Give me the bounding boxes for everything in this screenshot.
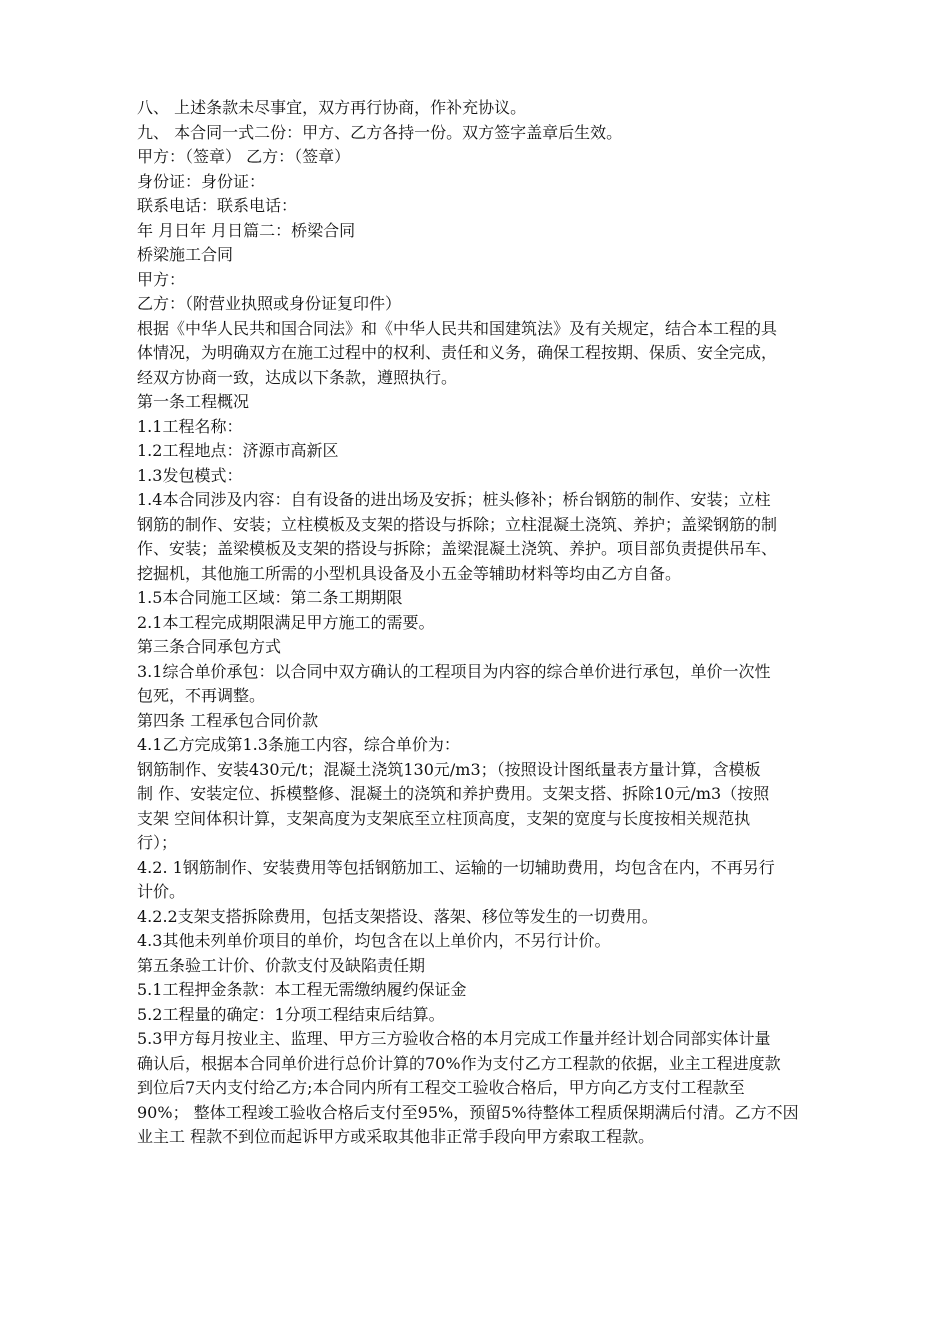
text-line: 4.1乙方完成第1.3条施工内容，综合单价为： [137, 735, 460, 754]
text-line: 年 月日年 月日篇二：桥梁合同 [137, 220, 356, 240]
text-line: 计价。 [137, 882, 186, 901]
text-line: 1.1工程名称： [137, 416, 243, 436]
text-line: 作、安装；盖梁模板及支架的搭设与拆除；盖梁混凝土浇筑、养护。项目部负责提供吊车、 [137, 539, 778, 558]
text-line: 4.2. 1钢筋制作、安装费用等包括钢筋加工、运输的一切辅助费用，均包含在内，不再另行 [137, 857, 775, 877]
text-line: 确认后，根据本合同单价进行总价计算的70%作为支付乙方工程款的依据，业主工程进度款 [137, 1053, 781, 1073]
text-line: 到位后7天内支付给乙方;本合同内所有工程交工验收合格后，甲方向乙方支付工程款至 [137, 1078, 745, 1097]
text-line: 业主工 程款不到位而起诉甲方或采取其他非正常手段向甲方索取工程款。 [137, 1127, 655, 1146]
text-line: 4.3其他未列单价项目的单价，均包含在以上单价内，不另行计价。 [137, 931, 611, 950]
text-line: 甲方： [137, 269, 186, 289]
text-line: 身份证：身份证： [137, 171, 266, 191]
text-line: 1.5本合同施工区域：第二条工期期限 [137, 588, 403, 607]
text-line: 90%； 整体工程竣工验收合格后支付至95%，预留5%待整体工程质保期满后付清。乙方不因 [137, 1102, 799, 1122]
text-line: 第一条工程概况 [137, 392, 250, 411]
text-line: 5.2工程量的确定：1分项工程结束后结算。 [137, 1004, 445, 1024]
text-line: 第三条合同承包方式 [137, 637, 282, 656]
text-line: 支架 空间体积计算，支架高度为支架底至立柱顶高度，支架的宽度与长度按相关规范执 [137, 808, 751, 828]
text-line: 桥梁施工合同 [137, 245, 234, 264]
text-line: 八、 上述条款未尽事宜，双方再行协商，作补充协议。 [137, 98, 527, 117]
text-line: 第五条验工计价、价款支付及缺陷责任期 [137, 955, 426, 975]
text-line: 包死，不再调整。 [137, 686, 266, 705]
text-line: 钢筋制作、安装430元/t；混凝土浇筑130元/m3；（按照设计图纸量表方量计算，含模板 [137, 759, 761, 779]
text-line: 2.1本工程完成期限满足甲方施工的需要。 [137, 612, 435, 632]
text-line: 5.1工程押金条款：本工程无需缴纳履约保证金 [137, 980, 467, 999]
text-line: 1.2工程地点：济源市高新区 [137, 441, 339, 460]
text-line: 4.2.2支架支搭拆除费用，包括支架搭设、落架、移位等发生的一切费用。 [137, 906, 658, 926]
text-line: 行）； [137, 833, 178, 852]
text-line: 挖掘机，其他施工所需的小型机具设备及小五金等辅助材料等均由乙方自备。 [137, 563, 682, 583]
text-line: 甲方：（签章） 乙方：（签章） [137, 147, 351, 166]
text-line: 第四条 工程承包合同价款 [137, 710, 319, 730]
text-line: 乙方：（附营业执照或身份证复印件） [137, 294, 402, 313]
text-line: 联系电话：联系电话： [137, 196, 298, 215]
text-line: 根据《中华人民共和国合同法》和《中华人民共和国建筑法》及有关规定，结合本工程的具 [137, 318, 778, 338]
text-line: 1.3发包模式： [137, 465, 243, 485]
text-line: 经双方协商一致，达成以下条款，遵照执行。 [137, 367, 458, 387]
document-page [137, 96, 837, 1150]
text-line: 制 作、安装定位、拆模整修、混凝土的浇筑和养护费用。支架支搭、拆除10元/m3（按照 [137, 784, 770, 803]
text-line: 5.3甲方每月按业主、监理、甲方三方验收合格的本月完成工作量并经计划合同部实体计量 [137, 1029, 771, 1048]
text-line: 钢筋的制作、安装；立柱模板及支架的搭设与拆除；立柱混凝土浇筑、养护；盖梁钢筋的制 [137, 514, 778, 534]
text-line: 1.4本合同涉及内容：自有设备的进出场及安拆；桩头修补；桥台钢筋的制作、安装；立柱 [137, 490, 771, 509]
text-line: 3.1综合单价承包：以合同中双方确认的工程项目为内容的综合单价进行承包，单价一次性 [137, 661, 771, 681]
text-line: 九、 本合同一式二份：甲方、乙方各持一份。双方签字盖章后生效。 [137, 122, 623, 142]
text-line: 体情况，为明确双方在施工过程中的权利、责任和义务，确保工程按期、保质、安全完成， [137, 343, 778, 362]
